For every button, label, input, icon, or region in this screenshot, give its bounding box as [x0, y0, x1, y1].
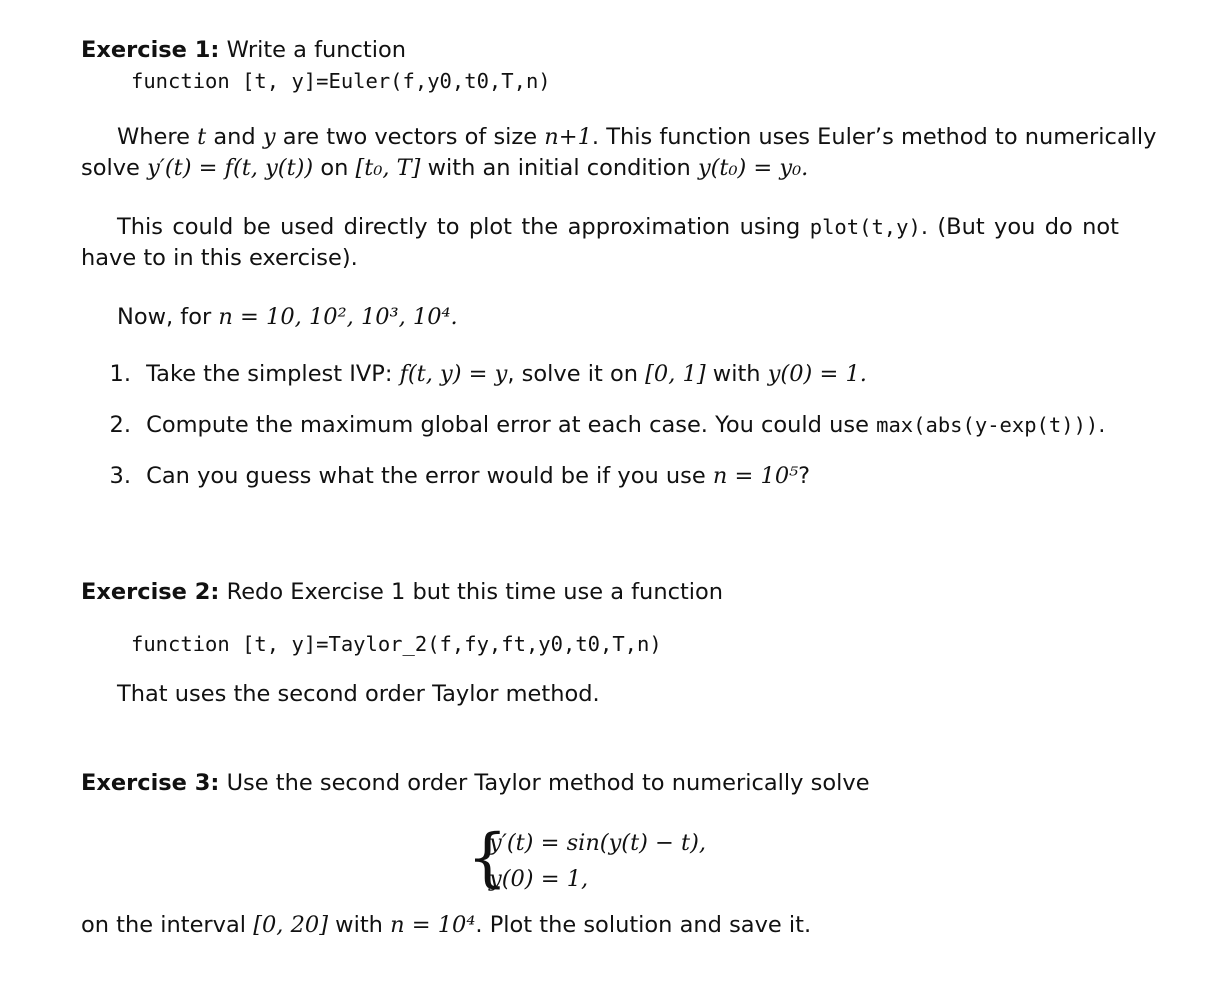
exercise-1-intro: Write a function	[226, 37, 407, 63]
system-left-brace: {	[467, 821, 508, 895]
math-interval: [t₀, T]	[355, 155, 421, 181]
math-n: n = 10⁵	[712, 463, 799, 489]
math-f: f(t, y) = y	[399, 361, 508, 387]
exercise-3-label: Exercise 3:	[81, 770, 220, 796]
text: Now, for	[117, 304, 212, 330]
text: Can you guess what the error would be if you use	[146, 463, 706, 489]
taylor-function-signature: function [t, y]=Taylor_2(f,fy,ft,y0,t0,T,n)	[131, 632, 662, 656]
ex1-paragraph-2-line-2: have to in this exercise).	[81, 245, 358, 271]
ex1-paragraph-2-line-1	[117, 212, 1119, 242]
exercise-3-intro: Use the second order Taylor method to numerically solve	[226, 770, 870, 796]
exercise-2-heading-line	[81, 577, 723, 607]
text: Where	[117, 124, 190, 150]
exercise-2-text: That uses the second order Taylor method.	[117, 681, 600, 707]
exercise-1-label: Exercise 1:	[81, 37, 220, 63]
text: , solve it on	[507, 361, 638, 387]
system-equation-2: y(0) = 1,	[489, 866, 589, 892]
text: This could be used directly to plot the approximation using	[117, 214, 801, 240]
text: with	[335, 912, 383, 938]
ex1-paragraph-1-line-1	[117, 122, 1157, 152]
text: on the interval	[81, 912, 247, 938]
list-item-1	[101, 359, 867, 389]
list-number: 3.	[109, 463, 131, 489]
math-n: n = 10⁴	[390, 912, 476, 938]
plot-code: plot(t,y)	[809, 215, 921, 239]
text: . (But you do not	[920, 214, 1120, 240]
list-item-2	[101, 410, 1105, 440]
text: Take the simplest IVP:	[146, 361, 393, 387]
text: are two vectors of size	[282, 124, 538, 150]
text: and	[213, 124, 256, 150]
math-n-values: n = 10, 10², 10³, 10⁴.	[218, 304, 458, 330]
text: solve	[81, 155, 140, 181]
list-number: 2.	[109, 412, 131, 438]
math-initial-condition: y(t₀) = y₀.	[697, 155, 809, 181]
exercise-2-label: Exercise 2:	[81, 579, 220, 605]
text: . Plot the solution and save it.	[475, 912, 812, 938]
text: on	[320, 155, 349, 181]
text: with	[712, 361, 761, 387]
euler-function-signature: function [t, y]=Euler(f,y0,t0,T,n)	[131, 69, 551, 93]
ex1-paragraph-1-line-2	[81, 153, 808, 183]
math-initial-condition: y(0) = 1.	[767, 361, 867, 387]
exercise-3-heading-line	[81, 768, 870, 798]
math-size: n+1	[544, 124, 592, 150]
list-number: 1.	[109, 361, 131, 387]
exercise-3-final-line	[81, 910, 811, 940]
exercise-1-heading-line	[81, 35, 406, 65]
text: .	[1098, 412, 1106, 438]
math-t: t	[197, 124, 207, 150]
system-equation-1: y′(t) = sin(y(t) − t),	[489, 830, 707, 856]
list-item-3	[101, 461, 810, 491]
math-ode: y′(t) = f(t, y(t))	[147, 155, 314, 181]
math-interval: [0, 20]	[253, 912, 329, 938]
math-y: y	[262, 124, 276, 150]
text: with an initial condition	[427, 155, 691, 181]
math-interval: [0, 1]	[645, 361, 706, 387]
error-code: max(abs(y-exp(t)))	[876, 413, 1099, 437]
text: . This function uses Euler’s method to numerically	[591, 124, 1157, 150]
exercise-2-intro: Redo Exercise 1 but this time use a function	[226, 579, 724, 605]
text: Compute the maximum global error at each case. You could use	[146, 412, 869, 438]
ex1-now-line	[117, 302, 458, 332]
text: ?	[798, 463, 811, 489]
